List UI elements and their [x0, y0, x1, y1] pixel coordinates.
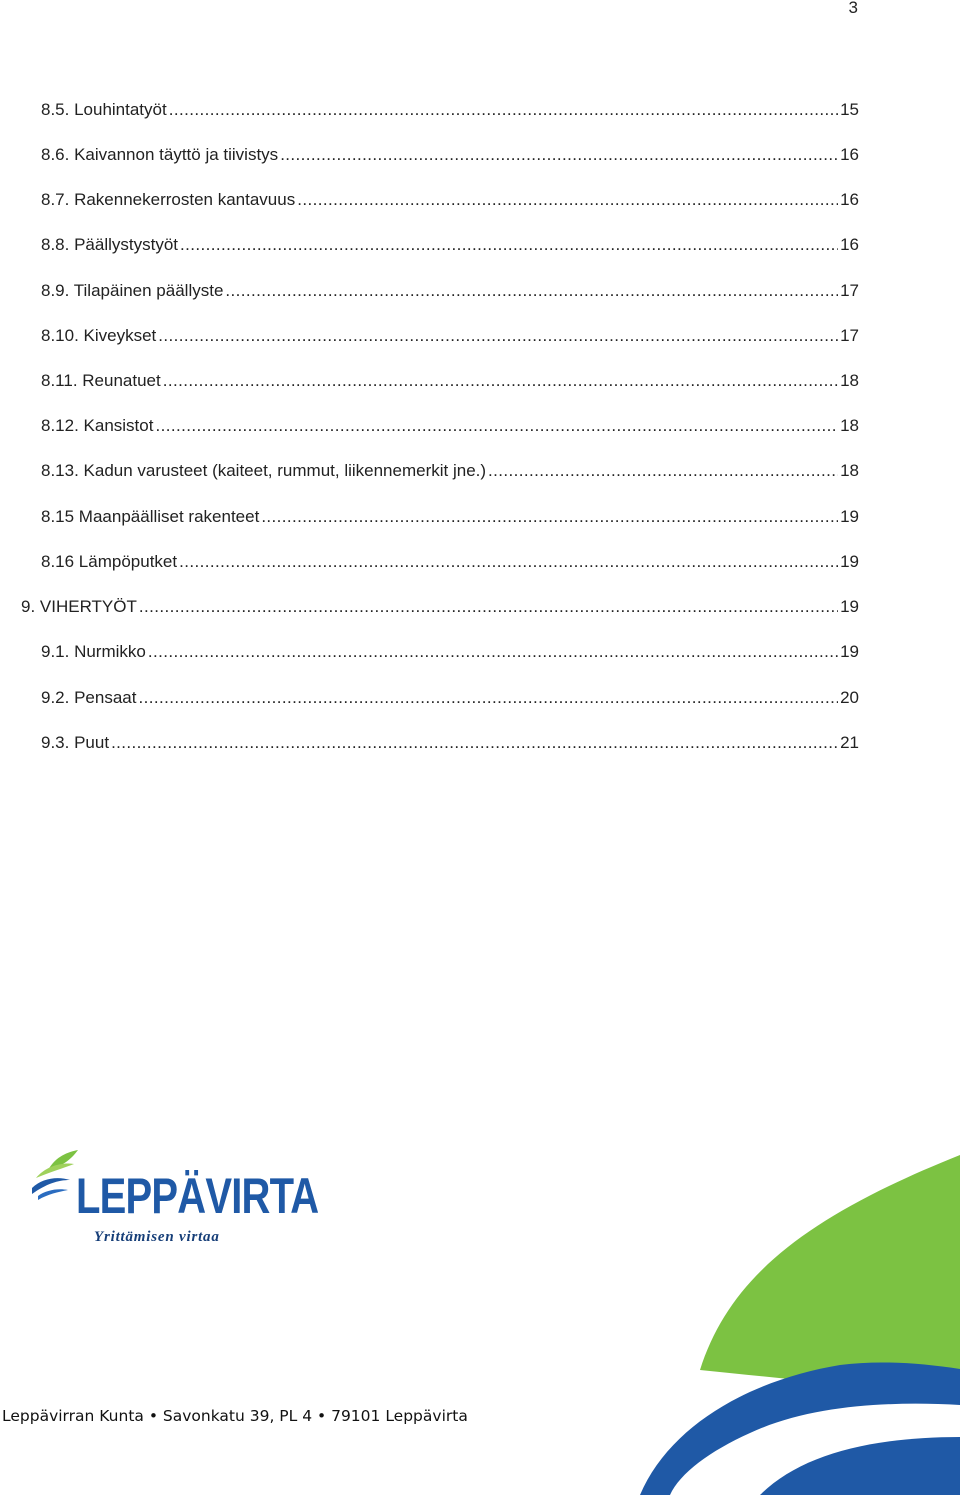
toc-entry-page: 19: [840, 642, 859, 661]
toc-dot-leader: [488, 458, 838, 484]
page-number: 3: [848, 0, 858, 17]
toc-entry[interactable]: [41, 639, 859, 665]
toc-entry-label: 8.8. Päällystystyöt: [41, 235, 179, 254]
toc-entry-page: 19: [840, 597, 859, 616]
toc-dot-leader: [225, 278, 838, 304]
toc-dot-leader: [139, 594, 838, 620]
toc-entry-page: 15: [840, 100, 859, 119]
toc-entry[interactable]: [41, 232, 859, 258]
toc-entry-page: 18: [840, 371, 859, 390]
toc-entry-label: 8.7. Rakennekerrosten kantavuus: [41, 190, 296, 209]
toc-entry[interactable]: [41, 142, 859, 168]
toc-entry-label: 9.2. Pensaat: [41, 688, 137, 707]
toc-entry-label: 8.9. Tilapäinen päällyste: [41, 281, 224, 300]
toc-entry-page: 21: [840, 733, 859, 752]
toc-entry[interactable]: [41, 458, 859, 484]
toc-entry-label: 8.16 Lämpöputket: [41, 552, 178, 571]
toc-entry-label: 8.10. Kiveykset: [41, 326, 157, 345]
toc-entry-label: 8.15 Maanpäälliset rakenteet: [41, 507, 260, 526]
toc-entry-page: 19: [840, 552, 859, 571]
logo-wordmark: LEPPÄVIRTA: [76, 1168, 319, 1224]
toc-entry-label: 9.1. Nurmikko: [41, 642, 146, 661]
toc-dot-leader: [297, 187, 838, 213]
toc-dot-leader: [280, 142, 838, 168]
toc-entry[interactable]: [41, 323, 859, 349]
toc-entry-page: 17: [840, 281, 859, 300]
toc-entry-page: 18: [840, 461, 859, 480]
toc-entry-page: 18: [840, 416, 859, 435]
toc-dot-leader: [111, 730, 838, 756]
toc-entry-page: 17: [840, 326, 859, 345]
toc-entry[interactable]: [41, 413, 859, 439]
leppavirta-logo: [28, 1148, 319, 1248]
toc-entry[interactable]: [41, 187, 859, 213]
toc-entry-page: 16: [840, 145, 859, 164]
toc-entry[interactable]: [41, 685, 859, 711]
toc-entry[interactable]: [41, 549, 859, 575]
toc-entry[interactable]: [41, 278, 859, 304]
toc-entry[interactable]: [41, 97, 859, 123]
toc-dot-leader: [158, 323, 838, 349]
toc-entry[interactable]: [21, 594, 859, 620]
toc-dot-leader: [138, 685, 838, 711]
toc-entry-label: 9. VIHERTYÖT: [21, 597, 137, 616]
toc-dot-leader: [169, 97, 838, 123]
toc-entry-page: 19: [840, 507, 859, 526]
toc-entry-page: 16: [840, 190, 859, 209]
toc-entry-label: 8.12. Kansistot: [41, 416, 154, 435]
toc-entry-label: 8.6. Kaivannon täyttö ja tiivistys: [41, 145, 279, 164]
toc-entry-page: 16: [840, 235, 859, 254]
toc-dot-leader: [163, 368, 838, 394]
footer-address: Leppävirran Kunta • Savonkatu 39, PL 4 • 79101 Leppävirta: [2, 1407, 468, 1425]
toc-entry[interactable]: [41, 368, 859, 394]
toc-entry[interactable]: [41, 504, 859, 530]
toc-dot-leader: [155, 413, 838, 439]
toc-dot-leader: [180, 232, 838, 258]
toc-entry-label: 8.5. Louhintatyöt: [41, 100, 167, 119]
toc-entry-page: 20: [840, 688, 859, 707]
toc-entry[interactable]: [41, 730, 859, 756]
toc-dot-leader: [179, 549, 838, 575]
toc-dot-leader: [148, 639, 838, 665]
logo-tagline: Yrittämisen virtaa: [94, 1229, 220, 1245]
corner-wave-decoration-icon: [640, 1155, 960, 1495]
toc-entry-label: 9.3. Puut: [41, 733, 110, 752]
toc-entry-label: 8.13. Kadun varusteet (kaiteet, rummut, liikennemerkit jne.): [41, 461, 487, 480]
toc-entry-label: 8.11. Reunatuet: [41, 371, 161, 390]
toc-dot-leader: [261, 504, 838, 530]
